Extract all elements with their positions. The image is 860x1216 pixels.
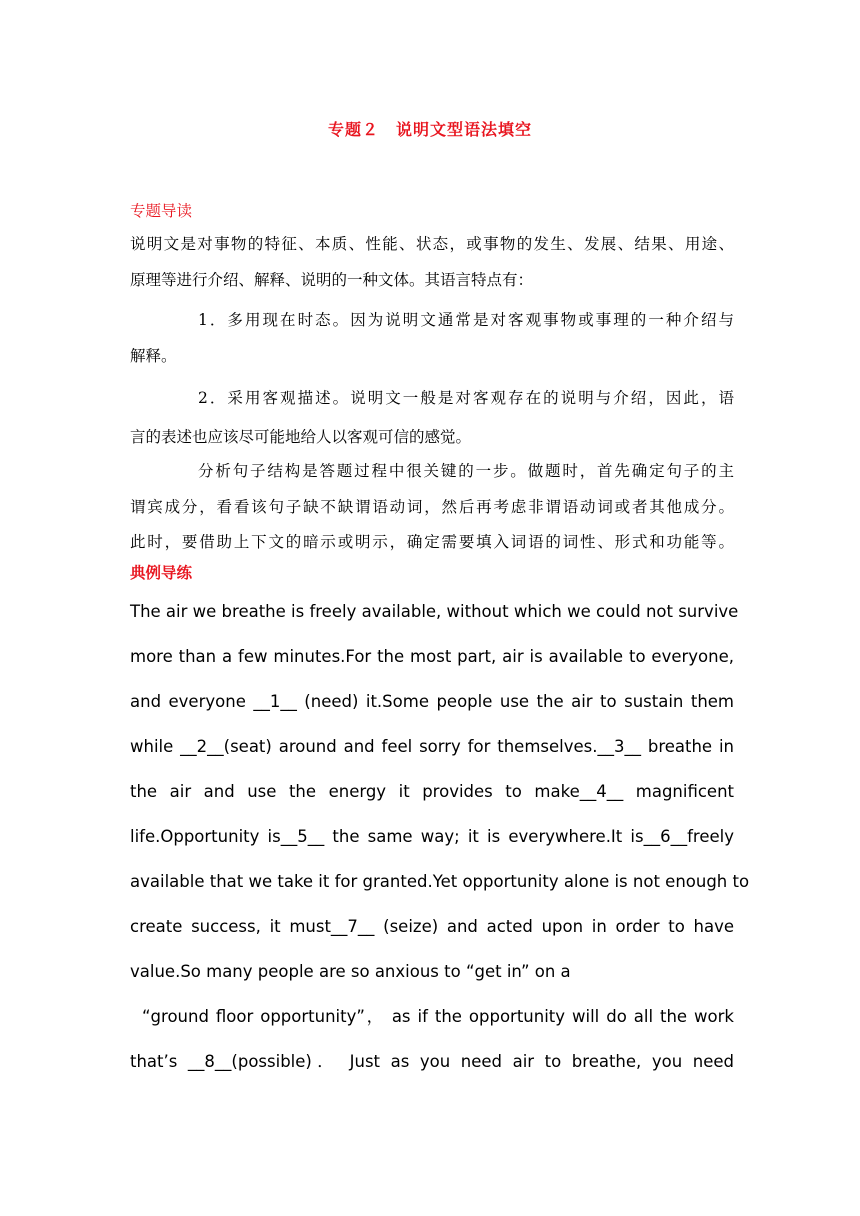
passage-line: life.Opportunity is__5__ the same way; it is everywhere.It is__6__freely bbox=[130, 827, 734, 846]
intro-analysis: 分析句子结构是答题过程中很关键的一步。做题时，首先确定句子的主 bbox=[198, 462, 734, 480]
passage-line: that’s __8__(possible)． Just as you need air to breathe, you need bbox=[130, 1052, 734, 1071]
passage-line: available that we take it for granted.Yet opportunity alone is not enough to bbox=[130, 872, 750, 891]
intro-line: 此时，要借助上下文的暗示或明示，确定需要填入词语的词性、形式和功能等。 bbox=[130, 533, 734, 551]
intro-line: 原理等进行介绍、解释、说明的一种文体。其语言特点有： bbox=[130, 271, 534, 289]
passage-line: the air and use the energy it provides to make__4__ magnificent bbox=[130, 782, 734, 801]
intro-line: 解释。 bbox=[130, 347, 177, 365]
intro-point-1: 1．多用现在时态。因为说明文通常是对客观事物或事理的一种介绍与 bbox=[198, 311, 734, 329]
page-title: 专题２ 说明文型语法填空 bbox=[327, 120, 532, 139]
intro-line: 言的表述也应该尽可能地给人以客观可信的感觉。 bbox=[130, 428, 472, 446]
intro-point-2: 2．采用客观描述。说明文一般是对客观存在的说明与介绍，因此，语 bbox=[198, 389, 734, 407]
passage-line: “ground floor opportunity”， as if the opportunity will do all the work bbox=[142, 1007, 734, 1026]
intro-line: 谓宾成分，看看该句子缺不缺谓语动词，然后再考虑非谓语动词或者其他成分。 bbox=[130, 498, 734, 516]
passage-line: and everyone __1__ (need) it.Some people use the air to sustain them bbox=[130, 692, 734, 711]
passage-line: create success, it must__7__ (seize) and acted upon in order to have bbox=[130, 917, 734, 936]
passage-line: more than a few minutes.For the most part, air is available to everyone, bbox=[130, 647, 734, 666]
passage-line: value.So many people are so anxious to “get in” on a bbox=[130, 962, 571, 981]
passage-line: The air we breathe is freely available, without which we could not survive bbox=[130, 602, 739, 621]
intro-line: 说明文是对事物的特征、本质、性能、状态，或事物的发生、发展、结果、用途、 bbox=[130, 235, 734, 253]
intro-heading: 专题导读 bbox=[130, 202, 193, 220]
example-heading: 典例导练 bbox=[130, 563, 193, 582]
passage-line: while __2__(seat) around and feel sorry for themselves.__3__ breathe in bbox=[130, 737, 734, 756]
